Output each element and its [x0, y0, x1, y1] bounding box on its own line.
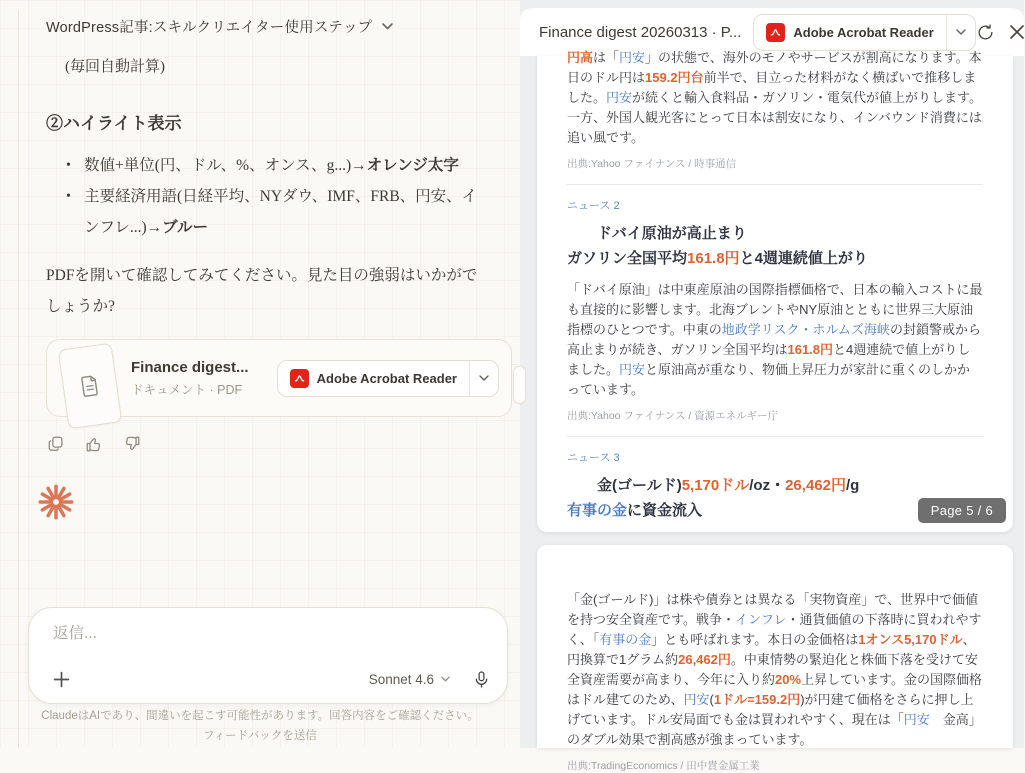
adobe-acrobat-icon [290, 369, 309, 388]
news1-paragraph: 円高は「円安」の状態で、海外のモノやサービスが割高になります。本日のドル円は159.2円台前半で、目立った材料がなく横ばいで推移しました。円安が続くと輸入食料品・ガソリン・電気代が値上がりします。一方、外国人観光客にとって日本は割安になり、インバウンド消費には追い風です。 [567, 50, 982, 145]
open-with-options-button[interactable] [947, 15, 975, 50]
open-with-adobe-button[interactable] [277, 360, 499, 397]
reply-composer[interactable] [28, 607, 508, 704]
claude-logo-icon [38, 484, 74, 520]
footer [0, 706, 520, 748]
chevron-down-icon [956, 29, 966, 35]
document-icon [79, 374, 102, 399]
reply-input[interactable] [51, 624, 475, 644]
news1-source: 出典:Yahoo ファイナンス / 時事通信 [567, 158, 737, 170]
section-divider [567, 436, 983, 437]
list-item: • 数値+単位(円、ドル、%、オンス、g...)→オレンジ太字 [46, 150, 492, 181]
pdf-thumbnail [58, 343, 123, 430]
pdf-scroll-area[interactable] [520, 50, 1024, 772]
conversation-title-dropdown[interactable] [46, 16, 393, 37]
news2-label: ニュース 2 [567, 200, 620, 212]
list-item: • 主要経済用語(日経平均、NYダウ、IMF、FRB、円安、インフレ...)→ブルー [46, 181, 492, 243]
microphone-icon [472, 670, 491, 689]
message-closing-paragraph: PDFを開いて確認してみてください。見た目の強弱はいかがでしょうか? [46, 267, 478, 315]
open-with-adobe-label: Adobe Acrobat Reader [793, 24, 934, 40]
refresh-icon [976, 23, 995, 42]
viewer-title: Finance digest 20260313 · P... [539, 23, 742, 41]
open-with-adobe-main[interactable] [754, 15, 945, 50]
send-feedback-link[interactable]: フィードバックを送信 [203, 729, 317, 742]
file-title: Finance digest... [131, 358, 249, 376]
thumbs-down-button[interactable] [120, 432, 144, 456]
sidebar-edge-divider [18, 10, 19, 748]
model-selector[interactable] [369, 672, 450, 687]
pane-resize-handle[interactable] [513, 366, 526, 404]
chevron-down-icon [382, 23, 393, 30]
message-line-auto-calc: (毎回自動計算) [65, 59, 165, 75]
open-with-adobe-main[interactable] [278, 361, 469, 396]
chevron-down-icon [479, 375, 489, 381]
file-meta: ドキュメント · PDF [131, 382, 243, 397]
copy-icon [47, 435, 65, 453]
open-with-options-button[interactable] [470, 361, 498, 396]
chat-pane [0, 0, 520, 748]
highlight-rules-list [46, 150, 492, 243]
section-divider [567, 184, 983, 185]
chevron-down-icon [441, 676, 450, 682]
news2-heading-line2: ガソリン全国平均161.8円と4週連続値上がり [567, 250, 868, 267]
adobe-acrobat-icon [766, 23, 785, 42]
open-with-adobe-button[interactable] [753, 14, 975, 51]
close-icon [1009, 24, 1025, 40]
open-with-adobe-label: Adobe Acrobat Reader [316, 370, 457, 386]
close-viewer-button[interactable] [1009, 18, 1025, 46]
gold-source: 出典:TradingEconomics / 田中貴金属工業 [567, 760, 760, 772]
news2-heading-line1: ドバイ原油が高止まり [597, 225, 747, 242]
refresh-button[interactable] [976, 18, 995, 46]
file-info [131, 359, 249, 398]
news2-paragraph: 「ドバイ原油」は中東産原油の国際指標価格で、日本の輸入コストに最も直接的に影響します。北海ブレントやNY原油とともに世界三大原油指標のひとつです。中東の地政学リスク・ホルムズ海峡の封鎖警戒から高止まりが続き、ガソリン全国平均は161.8円と4週連続で値上がりしました。円安と原油高が重なり、物価上昇圧力が家計に重くのしかかっています。 [567, 282, 983, 397]
pdf-viewer-pane [520, 0, 1024, 772]
news3-heading-line1: 金(ゴールド)5,170ドル/oz・26,462円/g [597, 477, 860, 494]
pdf-page-5 [537, 50, 1013, 532]
pdf-attachment-card[interactable] [46, 339, 512, 417]
news3-label: ニュース 3 [567, 452, 620, 464]
news3-heading-line2: 有事の金に資金流入 [567, 502, 703, 519]
plus-icon [53, 671, 70, 688]
assistant-message [46, 52, 492, 417]
pdf-page-6 [537, 545, 1013, 772]
thumbs-up-button[interactable] [82, 432, 106, 456]
thumbs-up-icon [85, 435, 103, 453]
dictation-button[interactable] [472, 670, 491, 689]
gold-paragraph: 「金(ゴールド)」は株や債券とは異なる「実物資産」で、世界中で価値を持つ安全資産です。戦争・インフレ・通貨価値の下落時に買われやすく、「有事の金」とも呼ばれます。本日の金価格は1オンス5,170ドル、円換算で1グラム約26,462円。中東情勢の緊迫化と株価下落を受けて安全資産需要が高まり、今年に入り約20%上昇しています。金の国際価格はドル建てのため、円安(1ドル=159.2円)が円建て価格をさらに押し上げています。ドル安局面でも金は買われやすく、現在は「円安 金高」のダブル効果で割高感が強まっています。 [567, 592, 983, 747]
news2-source: 出典:Yahoo ファイナンス / 資源エネルギー庁 [567, 410, 779, 422]
thumbs-down-icon [123, 435, 141, 453]
add-attachment-button[interactable] [49, 667, 73, 691]
ai-disclaimer: ClaudeはAIであり、間違いを起こす可能性があります。回答内容をご確認ください。 [41, 709, 479, 722]
message-actions [44, 432, 144, 456]
conversation-title: WordPress記事:スキルクリエイター使用ステップ [46, 20, 373, 36]
message-section-heading: ②ハイライト表示 [46, 114, 182, 133]
model-name: Sonnet 4.6 [368, 671, 434, 687]
copy-button[interactable] [44, 432, 68, 456]
page-number-badge: Page 5 / 6 [918, 498, 1006, 523]
